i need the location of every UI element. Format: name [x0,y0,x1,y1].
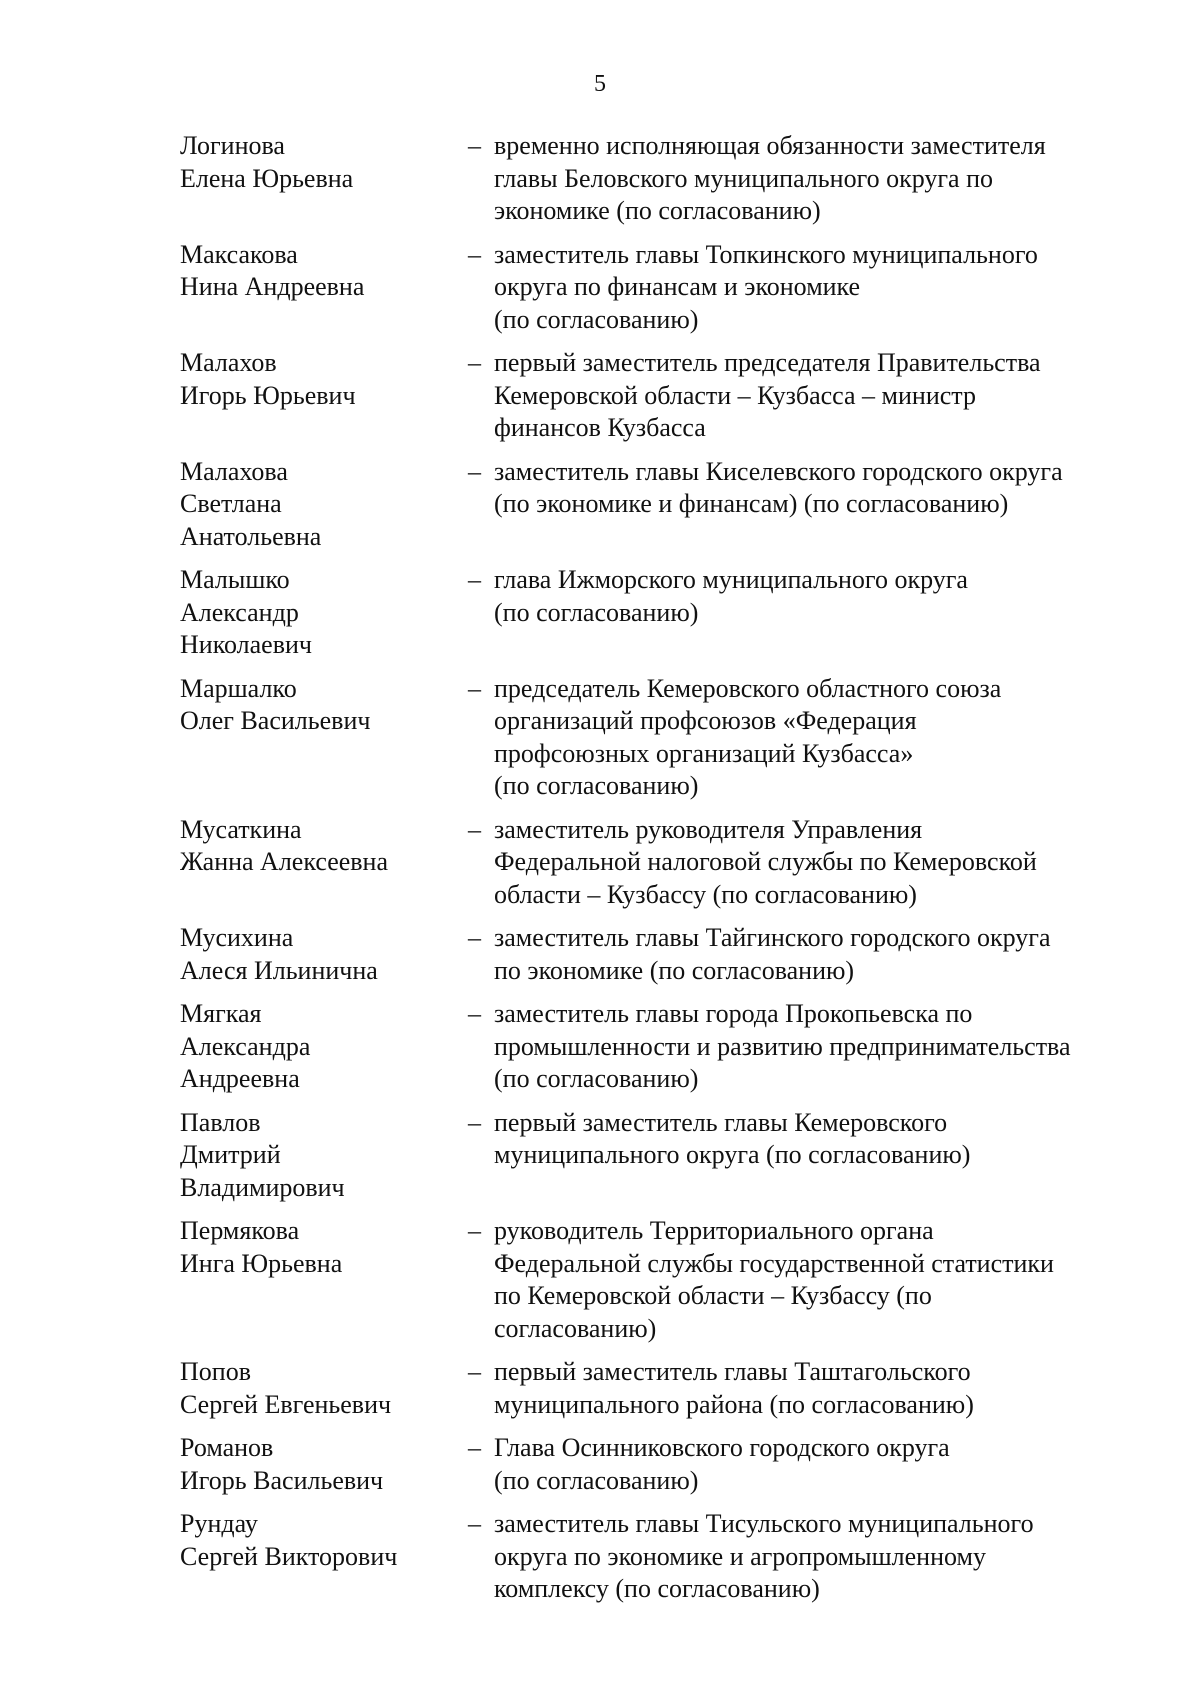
member-list [180,130,1140,1617]
page-number: 5 [594,71,606,97]
dash-separator: – [468,1216,481,1245]
member-name [180,347,468,412]
member-position-line: первый заместитель председателя Правительства [494,348,1041,377]
member-position [494,564,1140,629]
member-position-line: профсоюзных организаций Кузбасса» [494,738,914,768]
member-position [494,1432,1140,1497]
member-position-line: промышленности и развитию предпринимательства [494,1031,1071,1061]
member-name [180,456,468,554]
member-position-line: финансов Кузбасса [494,413,706,442]
member-entry [180,673,1140,803]
member-name-line: Сергей Евгеньевич [180,1389,392,1419]
member-position-line: (по экономике и финансам) (по согласованию) [494,489,1009,518]
member-position-line: заместитель главы Тисульского муниципального [494,1509,1034,1538]
member-position [494,998,1140,1096]
member-position-line: (по согласованию) [494,771,699,800]
member-position [494,1215,1140,1345]
member-position-line: Глава Осинниковского городского округа [494,1433,950,1462]
member-entry [180,998,1140,1096]
member-name-line: Игорь Васильевич [180,1465,384,1495]
dash-separator: – [468,239,481,269]
member-entry [180,1356,1140,1421]
member-position-line: заместитель главы Киселевского городского округа [494,456,1063,486]
member-position [494,1107,1140,1172]
member-position-line: округа по финансам и экономике [494,272,861,301]
member-position-line: Федеральной службы государственной статистики [494,1248,1054,1278]
member-position-line: (по согласованию) [494,304,699,334]
member-name-line: Инга Юрьевна [180,1248,343,1278]
member-name-line: Александра [180,1031,311,1061]
dash-separator: – [468,456,481,486]
member-entry [180,814,1140,912]
member-name-line: Елена Юрьевна [180,163,354,193]
member-position-line: Кемеровской области – Кузбасса – министр [494,380,976,410]
member-name-line: Сергей Викторович [180,1541,398,1571]
member-entry [180,1107,1140,1205]
member-name [180,1107,468,1205]
member-name-line: Павлов [180,1107,261,1137]
member-name [180,1356,468,1421]
member-name-line: Рундау [180,1509,258,1538]
member-name-line: Романов [180,1433,274,1462]
member-name-line: Жанна Алексеевна [180,847,388,876]
member-name-line: Мусихина [180,923,294,952]
member-position-line: (по согласованию) [494,1465,699,1495]
member-name-line: Владимирович [180,1172,345,1202]
dash-separator: – [468,923,481,952]
member-name-line: Мусаткина [180,814,302,844]
member-position-line: (по согласованию) [494,1064,699,1093]
member-position-line: первый заместитель главы Кемеровского [494,1107,948,1137]
member-entry [180,1508,1140,1606]
dash-separator: – [468,999,481,1028]
member-name-line: Малахова [180,456,288,486]
member-position-line: глава Ижморского муниципального округа [494,565,968,594]
dash-separator: – [468,1357,481,1386]
member-position-line: заместитель главы Тайгинского городского округа [494,923,1051,952]
member-name-line: Малахов [180,348,277,377]
member-position-line: заместитель главы Топкинского муниципального [494,239,1038,269]
member-name-line: Мягкая [180,999,262,1028]
member-entry [180,130,1140,228]
member-position-line: организаций профсоюзов «Федерация [494,706,917,735]
member-name-line: Николаевич [180,630,312,659]
member-position-line: муниципального района (по согласованию) [494,1389,974,1419]
dash-separator: – [468,1509,481,1538]
member-position-line: округа по экономике и агропромышленному [494,1541,986,1571]
member-name-line: Нина Андреевна [180,272,365,301]
member-name-line: Алеся Ильинична [180,955,378,985]
member-position-line: временно исполняющая обязанности заместителя [494,131,1046,160]
member-entry [180,1215,1140,1345]
member-position [494,673,1140,803]
member-name [180,998,468,1096]
member-position [494,130,1140,228]
member-name-line: Максакова [180,239,298,269]
dash-separator: – [468,565,481,594]
member-position [494,239,1140,337]
member-entry [180,922,1140,987]
member-name [180,673,468,738]
member-name [180,130,468,195]
member-position-line: согласованию) [494,1313,657,1343]
member-position [494,347,1140,445]
member-position-line: по Кемеровской области – Кузбассу (по [494,1281,932,1310]
member-position [494,1356,1140,1421]
member-entry [180,239,1140,337]
member-name-line: Светлана [180,489,282,518]
member-name-line: Малышко [180,565,290,594]
member-position-line: комплексу (по согласованию) [494,1574,820,1603]
member-position-line: муниципального округа (по согласованию) [494,1140,971,1169]
member-name-line: Анатольевна [180,521,322,551]
member-entry [180,1432,1140,1497]
member-position-line: первый заместитель главы Таштагольского [494,1357,971,1386]
member-position-line: Федеральной налоговой службы по Кемеровской [494,847,1037,876]
dash-separator: – [468,131,481,160]
member-position-line: (по согласованию) [494,597,699,627]
member-position-line: области – Кузбассу (по согласованию) [494,879,917,909]
member-position [494,922,1140,987]
member-position-line: заместитель главы города Прокопьевска по [494,999,973,1028]
dash-separator: – [468,1107,481,1137]
member-position-line: экономике (по согласованию) [494,196,821,225]
member-name-line: Андреевна [180,1064,300,1093]
member-name-line: Игорь Юрьевич [180,380,356,410]
member-position [494,456,1140,521]
member-position-line: главы Беловского муниципального округа по [494,163,994,193]
member-name-line: Олег Васильевич [180,706,371,735]
member-name-line: Александр [180,597,299,627]
member-position-line: руководитель Территориального органа [494,1216,934,1245]
member-entry [180,564,1140,662]
member-name [180,1432,468,1497]
dash-separator: – [468,1433,481,1462]
member-name [180,239,468,304]
dash-separator: – [468,814,481,844]
member-name-line: Логинова [180,131,285,160]
member-name-line: Маршалко [180,673,297,703]
member-name [180,1215,468,1280]
member-position [494,1508,1140,1606]
member-name-line: Дмитрий [180,1140,281,1169]
member-name [180,564,468,662]
member-name [180,814,468,879]
member-entry [180,456,1140,554]
member-name [180,922,468,987]
member-position-line: председатель Кемеровского областного союза [494,673,1002,703]
member-name [180,1508,468,1573]
member-name-line: Попов [180,1357,251,1386]
member-position-line: заместитель руководителя Управления [494,814,923,844]
dash-separator: – [468,348,481,377]
dash-separator: – [468,673,481,703]
member-entry [180,347,1140,445]
member-position-line: по экономике (по согласованию) [494,955,855,985]
member-name-line: Пермякова [180,1216,300,1245]
member-position [494,814,1140,912]
